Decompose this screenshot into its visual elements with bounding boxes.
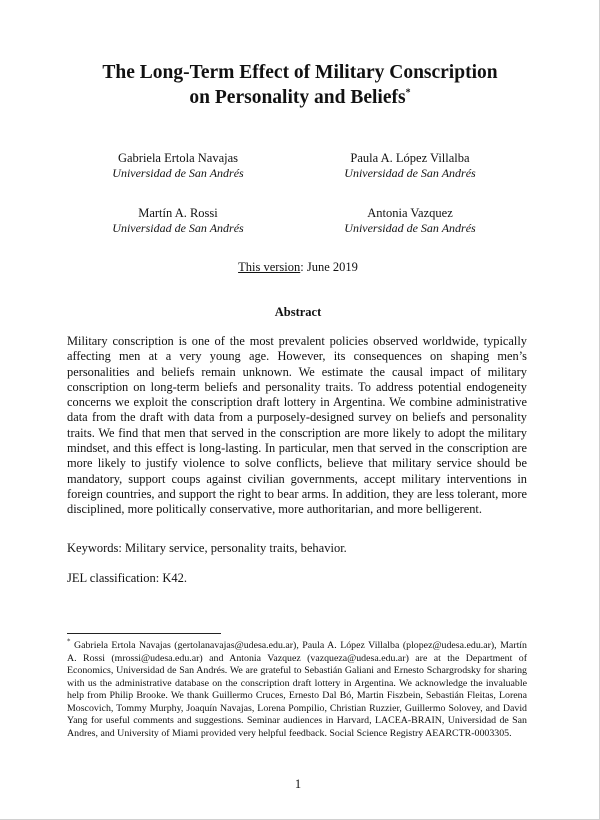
author-block — [78, 151, 278, 181]
jel-classification: JEL classification: K42. — [67, 571, 187, 585]
author-affiliation: Universidad de San Andrés — [112, 166, 244, 180]
version-label: This version — [238, 260, 301, 274]
paper-title — [40, 60, 560, 110]
author-name: Martín A. Rossi — [138, 206, 218, 220]
footnote-divider — [67, 633, 221, 634]
page-number: 1 — [294, 777, 302, 791]
abstract-heading: Abstract — [274, 305, 322, 319]
abstract-body: Military conscription is one of the most prevalent policies observed worldwide, typically affecting men at a very young age. However, its consequences on shaping men’s personalities and beliefs remain unknown. We estimate the causal impact of military conscription on long-term beliefs and personality traits. To address potential endogeneity concerns we exploit the conscription draft lottery in Argentina. We combine administrative data from the draft with data from a purposely-designed survey on beliefs and personality traits. We find that men that served in the conscription are more likely to adopt the military mindset, and this effect is long-lasting. In particular, men that served in the conscription are more likely to justify violence to solve conflicts, believe that military service should be mandatory, support coups against civilian governments, accept military interventions in foreign countries, and support the right to bear arms. In addition, they are less tolerant, more disciplined, more politically conservative, more authoritarian, and more belligerent. — [67, 334, 527, 517]
keywords-line: Keywords: Military service, personality traits, behavior. — [67, 541, 347, 555]
author-name: Paula A. López Villalba — [350, 151, 470, 165]
title-line-1: The Long-Term Effect of Military Conscription — [102, 62, 498, 83]
author-block — [310, 206, 510, 236]
title-line-2: on Personality and Beliefs — [189, 87, 406, 108]
footnote — [67, 637, 527, 740]
author-name: Antonia Vazquez — [367, 206, 453, 220]
author-affiliation: Universidad de San Andrés — [344, 221, 476, 235]
author-block — [310, 151, 510, 181]
author-affiliation: Universidad de San Andrés — [112, 221, 244, 235]
version-line — [0, 260, 596, 275]
author-affiliation: Universidad de San Andrés — [344, 166, 476, 180]
author-name: Gabriela Ertola Navajas — [117, 151, 239, 165]
author-block — [78, 206, 278, 236]
version-date: : June 2019 — [300, 260, 358, 274]
footnote-text: Gabriela Ertola Navajas (gertolanavajas@udesa.edu.ar), Paula A. López Villalba (plopez@udesa.edu.ar), Martín A. Rossi (mrossi@udesa.edu.ar) and Antonia Vazquez (vazqueza@udesa.edu.ar) are at the Department of Economics, Universidad de San Andrés. We are grateful to Sebastián Galiani and Ernesto Schargrodsky for sharing with us the administrative database on the conscription draft lottery in Argentina. We acknowledge the invaluable help from Philip Brooke. We thank Guillermo Cruces, Ernesto Dal Bó, Martin Fiszbein, Sebastián Fleitas, Lorena Moscovich, Tommy Murphy, Joaquín Navajas, Lorena Pompilio, Christian Ruzzier, Guillermo Solovey, and David Yang for useful comments and suggestions. Seminar audiences in Harvard, LACEA-BRAIN, Universidad de San Andres, and University of Miami provided very helpful feedback. Social Science Registry AEARCTR-0003305. — [67, 640, 527, 739]
footnote-marker: * — [67, 637, 71, 646]
title-footnote-marker: * — [405, 87, 411, 99]
